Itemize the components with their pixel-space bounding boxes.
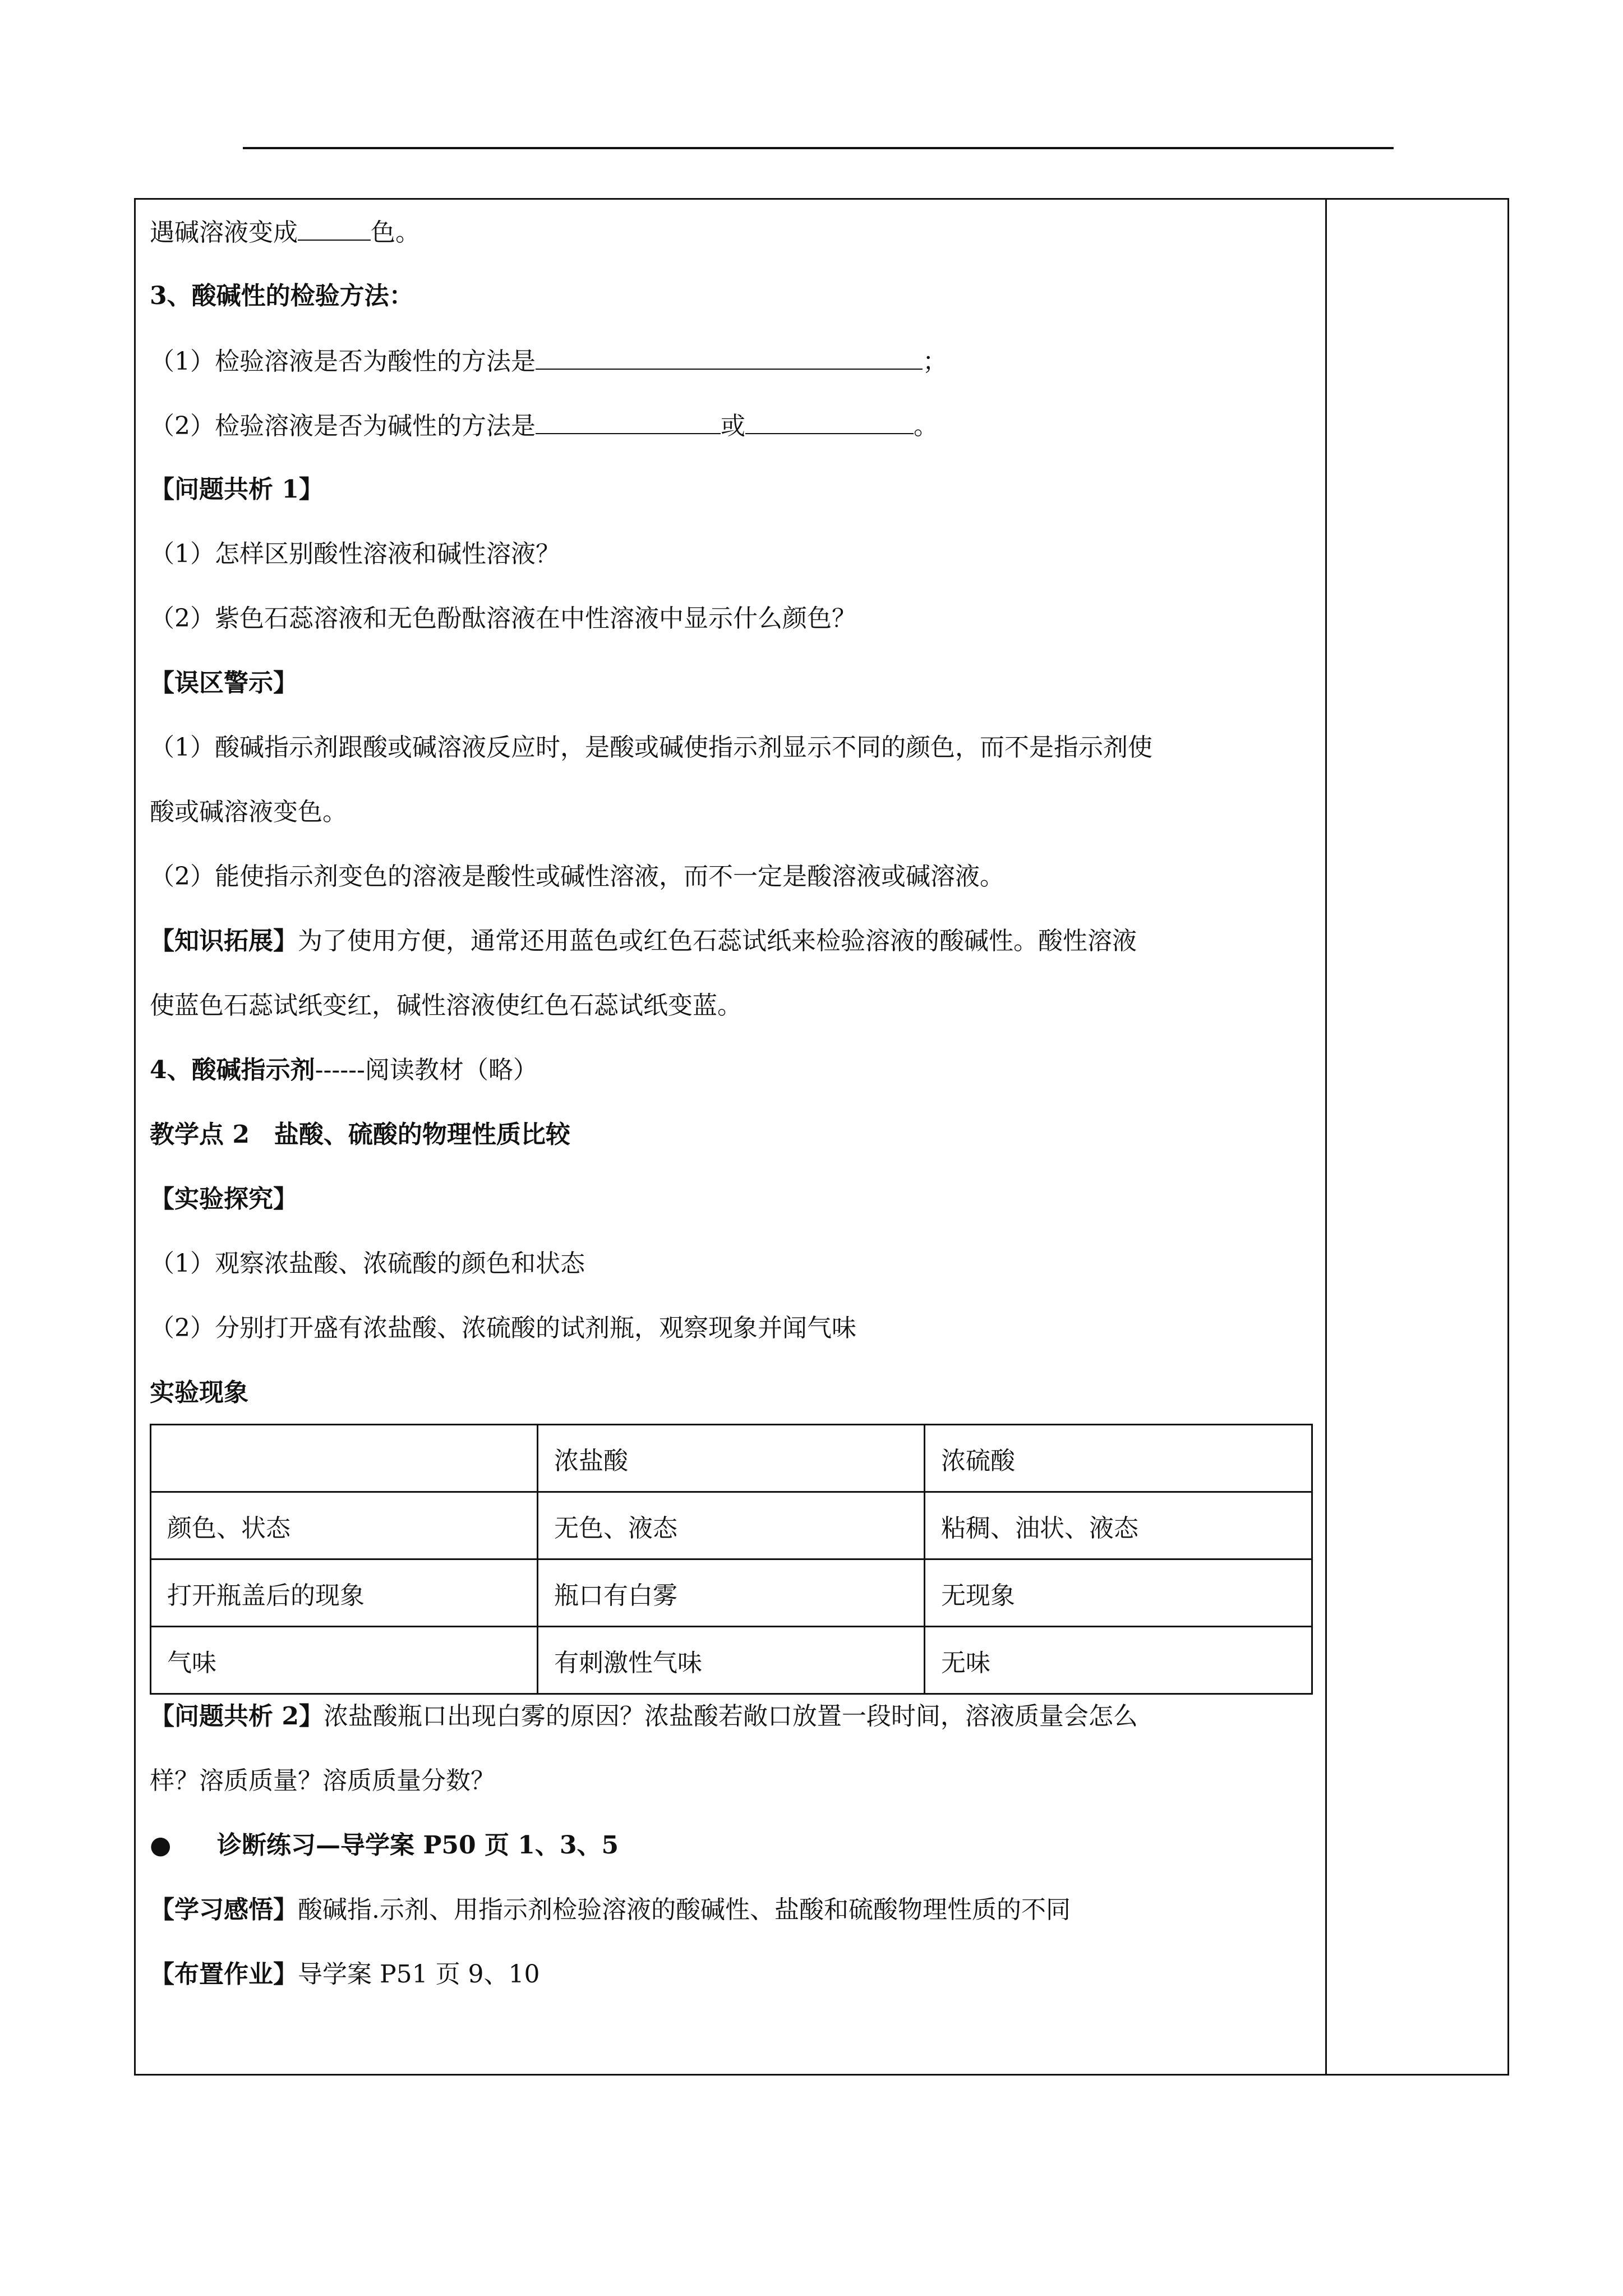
text-segment: 浓盐酸瓶口出现白雾的原因？浓盐酸若敞口放置一段时间，溶液质量会怎么 (323, 1702, 1138, 1731)
table-cell: 无色、液态 (538, 1492, 925, 1559)
table-cell: 浓盐酸 (538, 1425, 925, 1492)
table-cell: 无味 (925, 1627, 1312, 1694)
fill-blank[interactable] (298, 215, 371, 241)
fill-blank[interactable] (745, 408, 914, 434)
inline-heading: 4、酸碱指示剂 (150, 1056, 315, 1084)
section-heading: 实验现象 (150, 1378, 248, 1407)
text-line: （2）分别打开盛有浓盐酸、浓硫酸的试剂瓶，观察现象并闻气味 (150, 1314, 856, 1342)
table-cell: 颜色、状态 (151, 1492, 538, 1559)
text-line: （2）能使指示剂变色的溶液是酸性或碱性溶液，而不一定是酸溶液或碱溶液。 (150, 862, 1004, 891)
text-line: 样？溶质质量？溶质质量分数？ (150, 1766, 495, 1795)
section-heading: 【误区警示】 (150, 669, 298, 697)
text-segment: 。 (914, 412, 938, 440)
text-line: （2）紫色石蕊溶液和无色酚酞溶液在中性溶液中显示什么颜色？ (150, 604, 856, 633)
text-segment: （1）检验溶液是否为酸性的方法是 (150, 347, 536, 376)
table-cell: 无现象 (925, 1559, 1312, 1627)
text-line: （1）酸碱指示剂跟酸或碱溶液反应时，是酸或碱使指示剂显示不同的颜色，而不是指示剂使 (150, 733, 1152, 762)
inline-heading: 【知识拓展】 (150, 927, 298, 955)
text-line (150, 1958, 540, 1991)
text-line (150, 924, 1137, 958)
fill-blank[interactable] (536, 408, 721, 434)
text-segment: ； (923, 347, 947, 376)
table-row (151, 1627, 1312, 1694)
text-line (150, 344, 947, 379)
text-segment: 色。 (371, 218, 420, 247)
table-row (151, 1492, 1312, 1559)
text-segment: 导学案 P51 页 9、10 (298, 1960, 540, 1989)
text-line: 酸或碱溶液变色。 (150, 798, 347, 826)
table-cell: 浓硫酸 (925, 1425, 1312, 1492)
inline-heading: 【学习感悟】 (150, 1895, 298, 1924)
header-rule (243, 147, 1394, 149)
text-segment: ------阅读教材（略） (315, 1056, 538, 1084)
table-cell: 瓶口有白雾 (538, 1559, 925, 1627)
fill-blank[interactable] (536, 344, 923, 370)
bullet-icon: ● (150, 1831, 172, 1860)
text-line (150, 408, 938, 443)
experiment-table (150, 1424, 1313, 1695)
text-line (150, 1700, 1138, 1733)
text-line (150, 1053, 538, 1087)
section-heading: 【实验探究】 (150, 1185, 298, 1213)
text-line: 使蓝色石蕊试纸变红，碱性溶液使红色石蕊试纸变蓝。 (150, 991, 742, 1020)
text-line (150, 215, 420, 250)
text-line: （1）怎样区别酸性溶液和碱性溶液？ (150, 540, 560, 568)
text-line (150, 1893, 1071, 1927)
table-cell: 气味 (151, 1627, 538, 1694)
inline-heading: 【问题共析 2】 (150, 1702, 324, 1731)
table-cell: 打开瓶盖后的现象 (151, 1559, 538, 1627)
text-segment: （2）检验溶液是否为碱性的方法是 (150, 412, 536, 440)
table-header-row (151, 1425, 1312, 1492)
text-line: （1）观察浓盐酸、浓硫酸的颜色和状态 (150, 1249, 585, 1278)
table-cell: 粘稠、油状、液态 (925, 1492, 1312, 1559)
text-line (150, 1829, 619, 1862)
notes-column-divider (1325, 198, 1327, 2076)
text-segment: 遇碱溶液变成 (150, 218, 298, 247)
section-heading: 【问题共析 1】 (150, 475, 324, 504)
section-heading: 教学点 2 盐酸、硫酸的物理性质比较 (150, 1120, 570, 1149)
text-segment: 酸碱指.示剂、用指示剂检验溶液的酸碱性、盐酸和硫酸物理性质的不同 (298, 1895, 1071, 1924)
table-cell (151, 1425, 538, 1492)
table-row (151, 1559, 1312, 1627)
inline-heading: 【布置作业】 (150, 1960, 298, 1989)
text-segment: 诊断练习—导学案 P50 页 1、3、5 (217, 1831, 619, 1860)
text-segment: 或 (721, 412, 745, 440)
table-cell: 有刺激性气味 (538, 1627, 925, 1694)
text-segment: 为了使用方便，通常还用蓝色或红色石蕊试纸来检验溶液的酸碱性。酸性溶液 (298, 927, 1137, 955)
section-heading: 3、酸碱性的检验方法： (150, 282, 414, 310)
